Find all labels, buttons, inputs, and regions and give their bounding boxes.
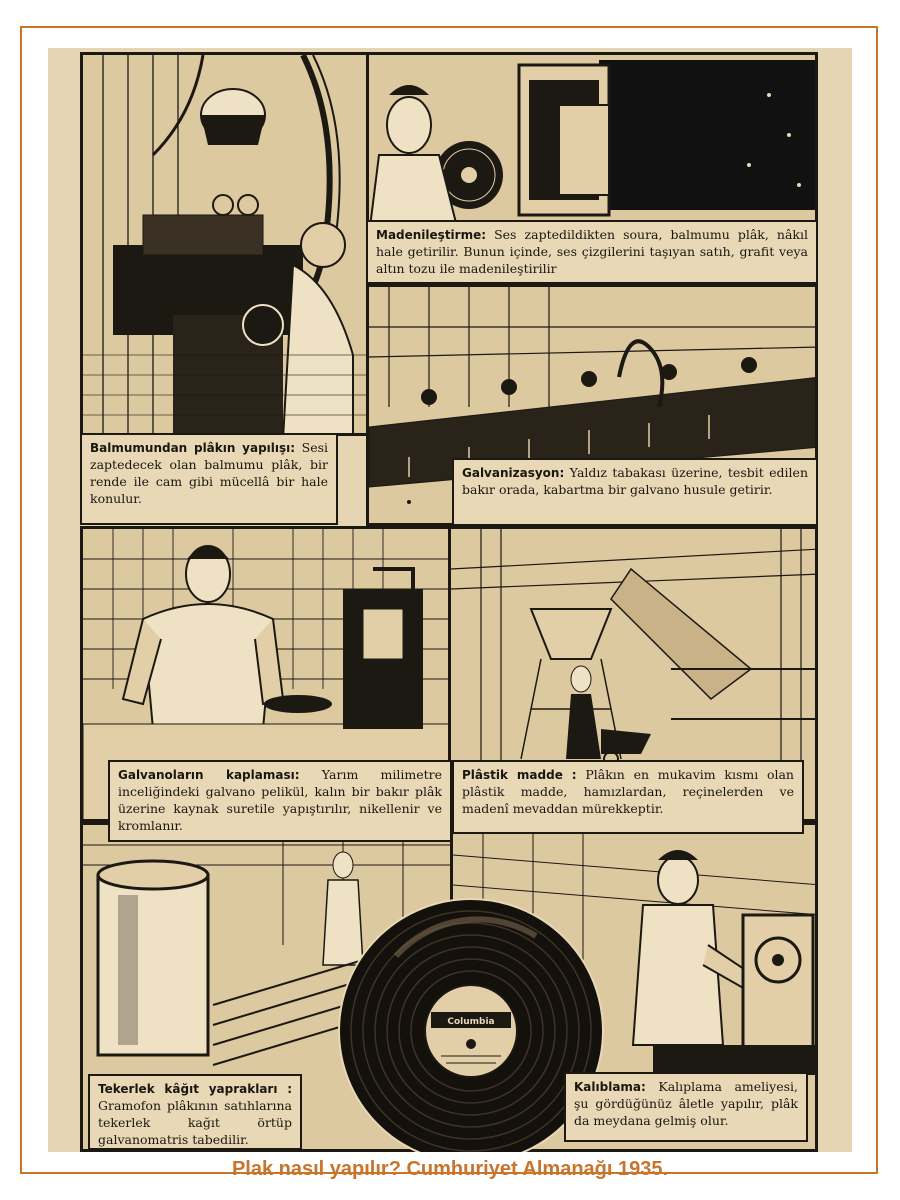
caption-text: Yarım milimetre inceliğindeki galvano pelikül, kalın bir bakır plâk üzerine kaynak suretile yapıştırılır, nikellenir ve kromlanır.	[118, 767, 443, 833]
caption-text: Kalıplama ameliyesi, şu gördüğünüz âletle yapılır, plâk da meydana gelmiş olur.	[574, 1079, 798, 1128]
almanac-page-scan	[48, 48, 852, 1152]
caption-title: Madenileştirme:	[376, 228, 487, 242]
page-caption-title: Plak nasıl yapılır? Cumhuriyet Almanağı 1935.	[231, 1158, 669, 1180]
caption-text: Gramofon plâkının satıhlarına tekerlek kağıt örtüp galvanomatris tabedilir.	[98, 1097, 292, 1147]
caption-metallization	[366, 220, 818, 284]
caption-molding	[564, 1072, 808, 1142]
caption-title: Plâstik madde :	[462, 768, 577, 782]
record-label-brand: Columbia	[447, 1017, 495, 1027]
lathe-illustration	[83, 55, 370, 436]
caption-plastic-material	[452, 760, 804, 834]
caption-title: Balmumundan plâkın yapılışı:	[90, 441, 296, 455]
caption-title: Galvanoların kaplaması:	[118, 768, 300, 782]
panel-lathe-illustration	[80, 52, 370, 436]
caption-text: Plâkın en mukavim kısmı olan plâstik madde, hamızlardan, reçinelerden ve madenî mevaddan mürekkeptir.	[462, 767, 794, 816]
caption-text: Ses zaptedildikten soura, balmumu plâk, nâkıl hale getirilir. Bunun içinde, ses çizgilerini taşıyan satıh, grafit veya altın tozu ile madenileştirilir	[376, 227, 808, 276]
caption-galvano-plating	[108, 760, 452, 842]
caption-paper-wheels	[88, 1074, 302, 1150]
caption-wax-record	[80, 433, 338, 525]
caption-galvanization	[452, 458, 818, 526]
caption-title: Kalıblama:	[574, 1080, 646, 1094]
caption-text: Yaldız tabakası üzerine, tesbit edilen bakır orada, kabartma bir galvano husule getirir.	[462, 465, 808, 497]
caption-text: Sesi zaptedecek olan balmumu plâk, bir rende ile cam gibi mücellâ bir hale konulur.	[90, 440, 328, 506]
caption-title: Tekerlek kâğıt yaprakları :	[98, 1082, 292, 1096]
caption-title: Galvanizasyon:	[462, 466, 565, 480]
